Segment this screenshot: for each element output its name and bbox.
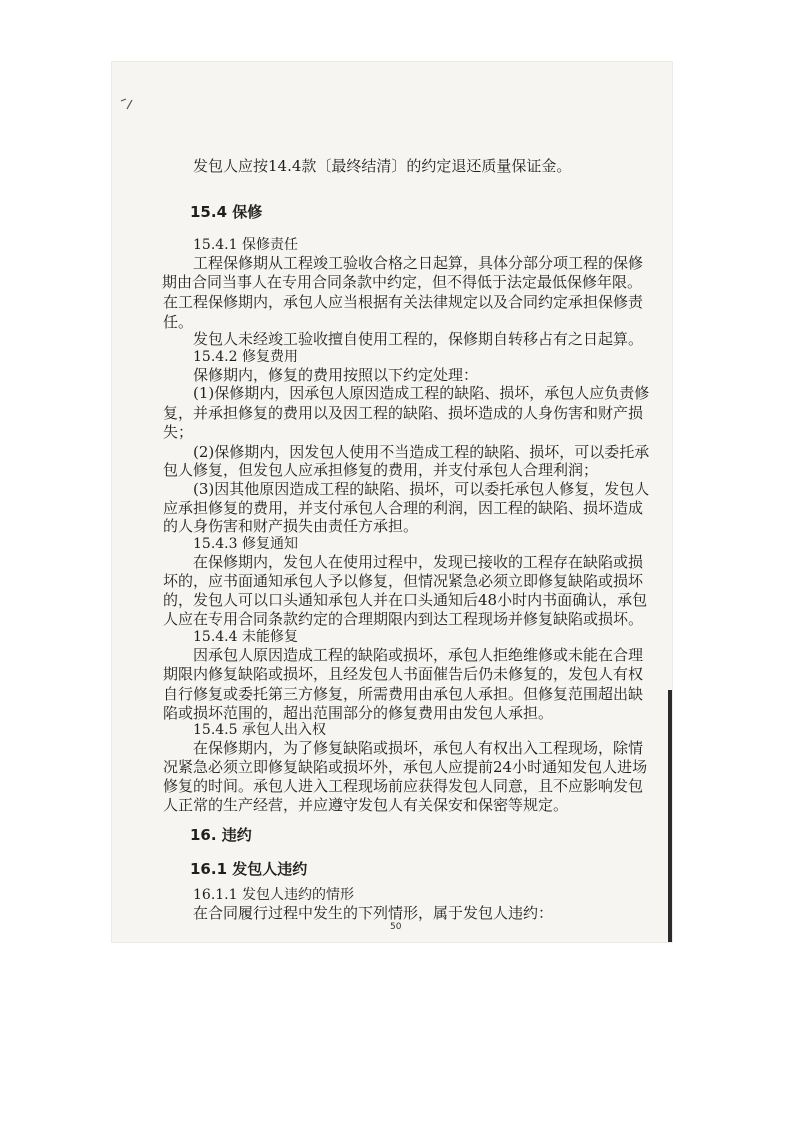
binding-shadow (668, 690, 672, 942)
section-heading: 15.4 保修 (190, 203, 263, 221)
text-line: 人正常的生产经营，并应遵守发包人有关保安和保密等规定。 (163, 796, 569, 814)
text-line: 包人修复，但发包人应承担修复的费用，并支付承包人合理利润； (163, 461, 599, 479)
text-line: 在工程保修期内，承包人应当根据有关法律规定以及合同约定承担保修责 (163, 293, 644, 311)
text-line: 失； (163, 423, 194, 441)
text-line: 工程保修期从工程竣工验收合格之日起算，具体分部分项工程的保修 (193, 254, 644, 272)
text-line: 陷或损坏范围的，超出范围部分的修复费用由发包人承担。 (163, 704, 554, 722)
text-line: 发包人未经竣工验收擅自使用工程的，保修期自转移占有之日起算。 (193, 330, 644, 348)
text-line: 的人身伤害和财产损失由责任方承担。 (163, 517, 419, 535)
subsection-heading: 15.4.3 修复通知 (193, 536, 298, 552)
subsection-heading: 16.1.1 发包人违约的情形 (193, 887, 354, 903)
text-line: 坏的，应书面通知承包人予以修复，但情况紧急必须立即修复缺陷或损坏 (163, 572, 644, 590)
text-line: (2)保修期内，因发包人使用不当造成工程的缺陷、损坏，可以委托承 (193, 443, 650, 461)
text-line: 在保修期内，发包人在使用过程中，发现已接收的工程存在缺陷或损 (193, 553, 644, 571)
text-line: 因承包人原因造成工程的缺陷或损坏，承包人拒绝维修或未能在合理 (193, 646, 644, 664)
subsection-heading: 15.4.5 承包人出入权 (193, 722, 326, 738)
text-line: 期由合同当事人在专用合同条款中约定，但不得低于法定最低保修年限。 (162, 273, 643, 291)
text-line: 发包人应按14.4款〔最终结清〕的约定退还质量保证金。 (193, 157, 572, 175)
text-line: 保修期内，修复的费用按照以下约定处理： (193, 366, 479, 384)
page-number: 50 (390, 922, 402, 932)
text-line: 在合同履行过程中发生的下列情形，属于发包人违约： (193, 904, 554, 922)
text-line: (3)因其他原因造成工程的缺陷、损坏，可以委托承包人修复，发包人 (193, 480, 650, 498)
subsection-heading: 15.4.1 保修责任 (193, 237, 298, 253)
chapter-heading: 16. 违约 (190, 826, 252, 844)
text-line: 况紧急必须立即修复缺陷或损坏外，承包人应提前24小时通知发包人进场 (163, 758, 648, 776)
scan-mark-icon (120, 98, 134, 110)
text-line: 人应在专用合同条款约定的合理期限内到达工程现场并修复缺陷或损坏。 (163, 610, 644, 628)
text-line: 自行修复或委托第三方修复，所需费用由承包人承担。但修复范围超出缺 (163, 685, 644, 703)
text-line: 任。 (163, 313, 194, 331)
text-line: (1)保修期内，因承包人原因造成工程的缺陷、损坏，承包人应负责修 (193, 384, 650, 402)
text-line: 修复的时间。承包人进入工程现场前应获得发包人同意，且不应影响发包 (163, 777, 644, 795)
section-heading: 16.1 发包人违约 (190, 860, 308, 878)
text-line: 的，发包人可以口头通知承包人并在口头通知后48小时内书面确认，承包 (163, 591, 648, 609)
text-line: 期限内修复缺陷或损坏，且经发包人书面催告后仍未修复的，发包人有权 (163, 665, 644, 683)
subsection-heading: 15.4.2 修复费用 (193, 349, 298, 365)
text-line: 应承担修复的费用，并支付承包人合理的利润，因工程的缺陷、损坏造成 (163, 499, 644, 517)
text-line: 在保修期内，为了修复缺陷或损坏，承包人有权出入工程现场，除情 (193, 739, 644, 757)
text-line: 复，并承担修复的费用以及因工程的缺陷、损坏造成的人身伤害和财产损 (163, 404, 644, 422)
subsection-heading: 15.4.4 未能修复 (193, 629, 298, 645)
